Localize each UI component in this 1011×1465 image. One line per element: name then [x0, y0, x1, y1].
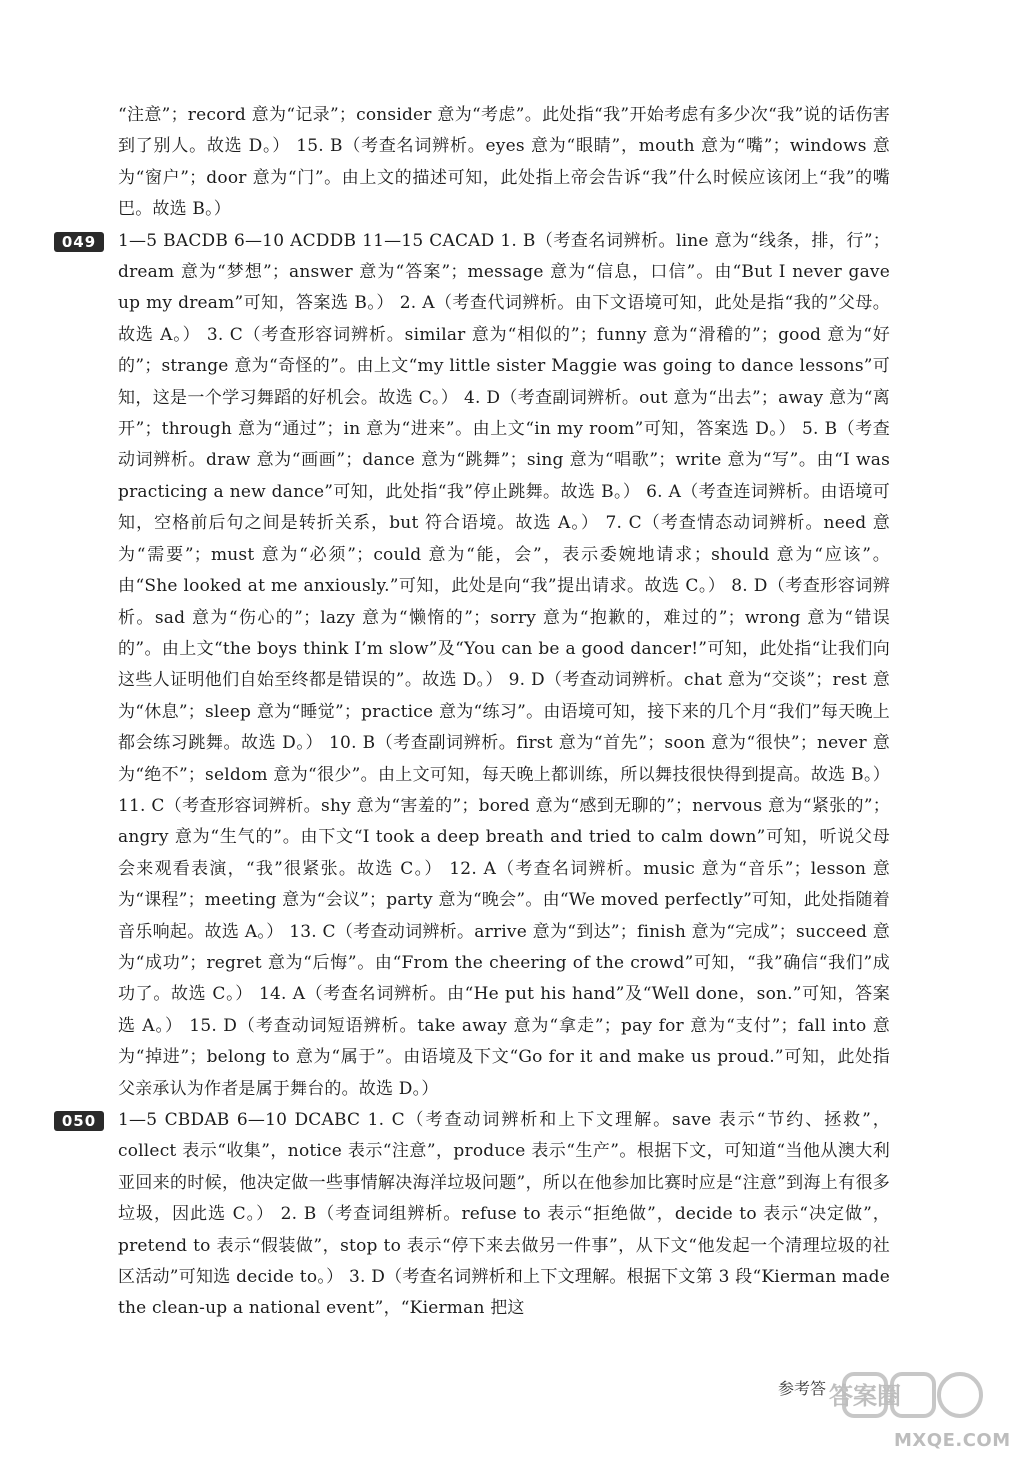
answer-section-050 [61, 1105, 890, 1325]
page-footer-label: 参考答 [778, 1379, 827, 1398]
section-number-badge: 049 [54, 232, 104, 252]
answer-section-049 [61, 226, 890, 1105]
answer-key-body [61, 100, 890, 1325]
watermark-url: MXQE.COM [894, 1430, 1011, 1451]
paragraph-text: 1—5 CBDAB 6—10 DCABC 1. C（考查动词辨析和上下文理解。save 表示“节约、拯救”，collect 表示“收集”，notice 表示“注意”，produce 表示“生产”。根据下文，可知道“当他从澳大利亚回来的时候，他决定做一些事情解决海洋垃圾问题”，所以在他参加比赛时应是“注意”到海上有很多垃圾，因此选 C。） 2. B（考查词组辨析。refuse to 表示“拒绝做”，decide to 表示“决定做”，pretend to 表示“假装做”，stop to 表示“停下来去做另一件事”，从下文“他发起一个清理垃圾的社区活动”可知选 decide to。） 3. D（考查名词辨析和上下文理解。根据下文第 3 段“Kierman made the clean-up a national event”，“Kierman 把这 [118, 1110, 890, 1319]
paragraph-text: 1—5 BACDB 6—10 ACDDB 11—15 CACAD 1. B（考查名词辨析。line 意为“线条，排，行”；dream 意为“梦想”；answer 意为“答案”；message 意为“信息，口信”。由“But I never gave up my dream”可知，答案选 B。） 2. A（考查代词辨析。由下文语境可知，此处是指“我的”父母。故选 A。） 3. C（考查形容词辨析。similar 意为“相似的”；funny 意为“滑稽的”；good 意为“好的”；strange 意为“奇怪的”。由上文“my little sister Maggie was going to dance lessons”可知，这是一个学习舞蹈的好机会。故选 C。） 4. D（考查副词辨析。out 意为“出去”；away 意为“离开”；through 意为“通过”；in 意为“进来”。由上文“in my room”可知，答案选 D。） 5. B（考查动词辨析。draw 意为“画画”；dance 意为“跳舞”；sing 意为“唱歌”；write 意为“写”。由“I was practicing a new dance”可知，此处指“我”停止跳舞。故选 B。） 6. A（考查连词辨析。由语境可知，空格前后句之间是转折关系，but 符合语境。故选 A。） 7. C（考查情态动词辨析。need 意为“需要”；must 意为“必须”；could 意为“能，会”，表示委婉地请求；should 意为“应该”。由“She looked at me anxiously.”可知，此处是向“我”提出请求。故选 C。） 8. D（考查形容词辨析。sad 意为“伤心的”；lazy 意为“懒惰的”；sorry 意为“抱歉的，难过的”；wrong 意为“错误的”。由上文“the boys think I’m slow”及“You can be a good dancer!”可知，此处指“让我们向这些人证明他们自始至终都是错误的”。故选 D。） 9. D（考查动词辨析。chat 意为“交谈”；rest 意为“休息”；sleep 意为“睡觉”；practice 意为“练习”。由语境可知，接下来的几个月“我们”每天晚上都会练习跳舞。故选 D。） 10. B（考查副词辨析。first 意为“首先”；soon 意为“很快”；never 意为“绝不”；seldom 意为“很少”。由上文可知，每天晚上都训练，所以舞技很快得到提高。故选 B。） 11. C（考查形容词辨析。shy 意为“害羞的”；bored 意为“感到无聊的”；nervous 意为“紧张的”；angry 意为“生气的”。由下文“I took a deep breath and tried to calm down”可知，听说父母会来观看表演，“我”很紧张。故选 C。） 12. A（考查名词辨析。music 意为“音乐”；lesson 意为“课程”；meeting 意为“会议”；party 意为“晚会”。由“We moved perfectly”可知，此处指随着音乐响起。故选 A。） 13. C（考查动词辨析。arrive 意为“到达”；finish 意为“完成”；succeed 意为“成功”；regret 意为“后悔”。由“From the cheering of the crowd”可知，“我”确信“我们”成功了。故选 C。） 14. A（考查名词辨析。由“He put his hand”及“Well done，son.”可知，答案选 A。） 15. D（考查动词短语辨析。take away 意为“拿走”；pay for 意为“支付”；fall into 意为“掉进”；belong to 意为“属于”。由语境及下文“Go for it and make us proud.”可知，此处指父亲承认为作者是属于舞台的。故选 D。） [118, 230, 890, 1099]
watermark-char-1: 答案圈 [829, 1382, 901, 1410]
paragraph-text: “注意”；record 意为“记录”；consider 意为“考虑”。此处指“我”开始考虑有多少次“我”说的话伤害到了别人。故选 D。） 15. B（考查名词辨析。eyes 意为“眼睛”，mouth 意为“嘴”；windows 意为“窗户”；door 意为“门”。由上文的描述可知，此处指上帝会告诉“我”什么时候应该闭上“我”的嘴巴。故选 B。） [118, 105, 890, 220]
section-number-badge: 050 [54, 1111, 104, 1131]
answer-paragraph-continued [118, 100, 890, 226]
